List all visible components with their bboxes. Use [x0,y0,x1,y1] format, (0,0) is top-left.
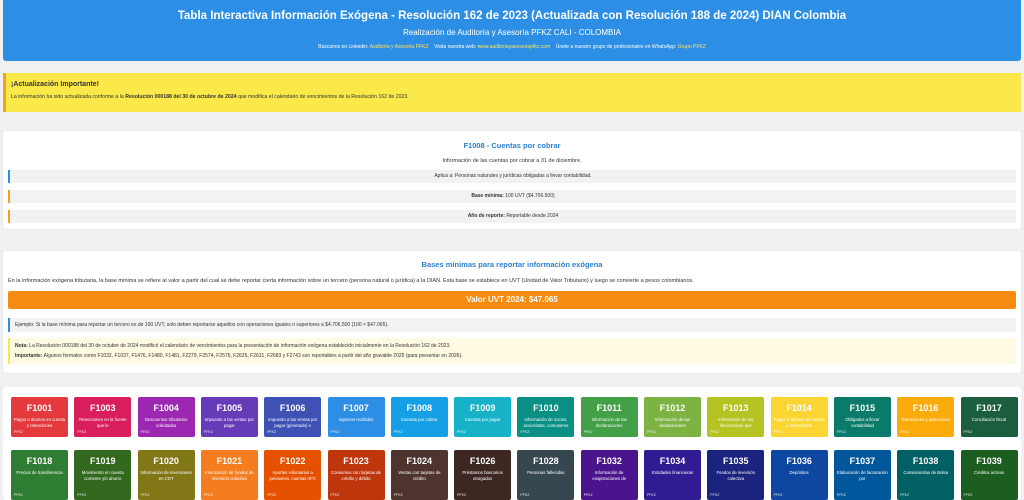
tile-tag: PFKZ [900,493,910,497]
note-label: Nota: [15,343,28,349]
tile-description: Comisionistas de Bolsa [903,470,949,475]
tile-description: Información de inversiones en CDT [140,470,192,481]
important-line [15,351,1011,361]
tile-description: Elaboración de facturación por [836,470,888,481]
tile-description: Cuentas por pagar [464,417,501,422]
linkedin-link[interactable]: Auditoría y Asesoría PFKZ [369,44,429,50]
whatsapp-link[interactable]: Grupo PFKZ [677,44,706,50]
tile-description: Información de los fideicomisos que [718,417,754,428]
tile-tag: PFKZ [900,430,910,434]
tile-tag: PFKZ [836,430,846,434]
tile-tag: PFKZ [330,430,340,434]
format-year-label: Año de reporte: [467,213,505,219]
tile-tag: PFKZ [457,493,467,497]
web-prefix: Visita nuestra web: [434,44,477,50]
tile-description: Movimiento en cuenta corriente y/o ahorro [81,470,124,481]
tile-code: F1032 [596,456,622,466]
important-text: Algunos formatos como F1032, F1037, F1476, F1480, F1481, F2279, F2574, F2575, F2625, F2631, F2683 y F2743 son reportables a partir del año gravable 2025 (para presentar en 2026). [43,353,463,359]
tile-description: Impuesto a las ventas por pagar [204,417,254,428]
tile-description: Obligados a llevar contabilidad [845,417,880,428]
tile-code: F1036 [786,456,812,466]
tile-code: F1015 [849,403,876,413]
format-tile[interactable] [771,397,828,437]
format-year-value: Reportable desde 2024 [506,213,559,219]
format-tile[interactable] [707,450,764,500]
tile-code: F1011 [596,403,622,413]
format-tile[interactable] [328,450,385,500]
format-year [8,210,1016,223]
tile-tag: PFKZ [267,493,277,497]
format-tile[interactable] [11,450,68,500]
tile-description: Fondos de inversión colectiva [716,470,756,481]
tile-tag: PFKZ [267,430,277,434]
tile-tag: PFKZ [520,493,530,497]
format-base-label: Base mínima: [471,193,504,199]
bases-intro: En la información exógena tributaria, la base mínima se refiere al valor a partir del cual se debe reportar cierta información sobre un tercero (persona natural o jurídica) a la DIAN. Esta base se establece en UVT (Unidad de Valor Tributario) y luego se convierte a pesos colombianos. [8,278,694,284]
tile-tag: PFKZ [140,430,150,434]
tile-description: Retenciones en la fuente que le [79,417,127,428]
tile-tag: PFKZ [710,493,720,497]
tile-tag: PFKZ [963,493,973,497]
tile-code: F1004 [153,403,179,413]
alert-text-bold: Resolución 000188 del 30 de octubre de 2024 [125,94,237,100]
important-label: Importante: [15,353,43,359]
format-tile[interactable] [391,450,448,500]
tile-description: Cuentas por cobrar [400,417,438,422]
tile-tag: PFKZ [77,493,87,497]
bases-title: Bases mínimas para reportar información exógena [421,260,603,269]
tile-code: F1007 [343,403,369,413]
alert-text-after: que modifica el calendario de vencimientos de la Resolución 162 de 2023. [237,94,409,100]
social-links [3,44,1021,50]
tile-tag: PFKZ [457,430,467,434]
linkedin-prefix: Búscanos en Linkedin: [318,44,369,50]
tile-tag: PFKZ [520,430,530,434]
format-tile[interactable] [581,450,638,500]
tile-tag: PFKZ [203,430,213,434]
alert-text-before: La información ha sido actualizada conforme a la [11,94,124,100]
tile-tag: PFKZ [710,430,720,434]
tile-tag: PFKZ [583,493,593,497]
format-tile[interactable] [201,450,258,500]
format-tile[interactable] [644,397,701,437]
tile-description: Consumos con tarjetas de crédito y débito [331,470,381,481]
tile-description: Créditos activos [973,470,1005,475]
format-description: Información de las cuentas por cobrar a 31 de diciembre. [442,158,582,164]
format-tile[interactable] [201,397,258,437]
format-tile[interactable] [391,397,448,437]
tile-tag: PFKZ [773,430,783,434]
tile-description: Entidades financieras [651,470,694,475]
format-base [8,190,1016,203]
tile-description: Pagos o abonos en cuenta y retenciones [773,417,825,428]
tile-description: Información de enajenaciones de [592,470,627,481]
tile-tag: PFKZ [647,493,656,497]
tile-description: Información de las declaraciones [591,417,627,428]
format-tile[interactable] [517,450,574,500]
format-tile[interactable] [454,397,511,437]
tile-tag: PFKZ [393,430,403,434]
format-tile[interactable] [454,450,511,500]
tile-tag: PFKZ [14,493,23,497]
tile-code: F1009 [469,403,496,413]
format-base-value: 100 UVT ($4.706.500) [505,193,555,199]
tile-code: F1023 [343,456,369,466]
format-tile[interactable] [834,397,891,437]
tile-tag: PFKZ [583,430,593,434]
tile-description: Aportes voluntarios a pensiones, cuentas AFC [269,470,316,481]
tile-description: Ingresos recibidos [338,417,374,422]
tile-code: F1006 [279,403,306,413]
format-tiles-grid [3,387,1021,500]
tile-code: F1016 [912,403,939,413]
tile-code: F1034 [659,456,686,466]
tile-description: Personas fallecidas [527,470,565,475]
format-tile[interactable] [897,397,954,437]
tile-tag: PFKZ [393,493,403,497]
tile-tag: PFKZ [77,430,87,434]
web-link[interactable]: www.auditoriayasesoriapfkz.com [477,44,551,50]
format-tile[interactable] [644,450,701,500]
tile-code: F1014 [786,403,812,413]
format-tile[interactable] [328,397,385,437]
tile-description: Conciliación fiscal [971,417,1007,422]
tile-tag: PFKZ [203,493,213,497]
format-tile[interactable] [74,397,131,437]
tile-description: Precios de transferencia [16,470,63,475]
tile-code: F1001 [26,403,53,413]
tile-description: Depósitos [789,470,809,475]
tile-code: F1020 [153,456,179,466]
uvt-banner: Valor UVT 2024: $47.065 [8,291,1016,309]
format-tile[interactable] [138,450,195,500]
format-applies: Aplica a: Personas naturales y jurídicas obligadas a llevar contabilidad. [8,170,1016,183]
tile-code: F1024 [406,456,433,466]
tile-description: Información de socios, accionistas, comuneros [523,417,569,428]
bases-example: Ejemplo: Si la base mínima para reportar un tercero es de 100 UVT, solo deben reportarse aquellos con operaciones iguales o superiores a $4.706.500 (100 × $47.065). [8,318,1016,332]
tile-tag: PFKZ [14,430,23,434]
bases-card [3,251,1021,373]
format-tile[interactable] [264,397,321,437]
format-detail-card [3,131,1021,229]
tile-code: F1039 [976,456,1002,466]
format-tile[interactable] [834,450,891,500]
tile-code: F1028 [533,456,559,466]
tile-tag: PFKZ [773,493,783,497]
format-tile[interactable] [961,397,1018,437]
tile-description: Donaciones y patrocinios [901,417,950,422]
tile-code: F1022 [279,456,306,466]
page-title: Tabla Interactiva Información Exógena - Resolución 162 de 2023 (Actualizada con Resolución 188 de 2024) DIAN Colombia [177,10,847,22]
format-tile[interactable] [517,397,574,437]
format-tile[interactable] [74,450,131,500]
page-subtitle: Realización de Auditoría y Asesoría PFKZ CALI - COLOMBIA [403,28,621,37]
format-tile[interactable] [138,397,195,437]
tile-code: F1038 [912,456,939,466]
tile-code: F1035 [723,456,749,466]
tile-description: Información de las declaraciones [654,417,691,428]
format-tile[interactable] [581,397,638,437]
update-alert [3,73,1021,112]
tile-description: Pagos o abonos en cuenta y retenciones [13,417,66,428]
format-tile[interactable] [961,450,1018,500]
tile-code: F1019 [90,456,116,466]
tile-code: F1013 [723,403,749,413]
alert-text [11,94,1016,100]
tile-description: Préstamos bancarios otorgados [462,470,503,481]
tile-code: F1026 [469,456,496,466]
format-tile[interactable] [897,450,954,500]
tile-code: F1037 [849,456,876,466]
tile-code: F1008 [406,403,433,413]
tile-tag: PFKZ [647,430,656,434]
tile-tag: PFKZ [330,493,340,497]
tile-code: F1005 [216,403,243,413]
format-tile[interactable] [771,450,828,500]
format-tile[interactable] [11,397,68,437]
tile-code: F1012 [659,403,686,413]
tile-description: Ventas con tarjetas de crédito [398,470,441,481]
tile-code: F1021 [216,456,243,466]
tile-code: F1017 [976,403,1002,413]
tile-code: F1010 [533,403,559,413]
format-tile[interactable] [264,450,321,500]
tile-description: Descuentos tributarios solicitados [144,417,188,428]
tile-description: Impuesto a las ventas por pagar (generado) e [268,417,318,428]
alert-title: ¡Actualización Importante! [11,81,99,88]
tile-tag: PFKZ [140,493,150,497]
tile-code: F1003 [90,403,116,413]
page-header [3,0,1021,61]
note-line [15,341,1011,351]
bases-notes [8,338,1016,364]
tile-tag: PFKZ [963,430,973,434]
whatsapp-prefix: Únete a nuestro grupo de profesionales en WhatsApp: [555,44,677,50]
format-tile[interactable] [707,397,764,437]
tile-description: Información de fondos de inversión colectiva [205,470,254,481]
format-title: F1008 - Cuentas por cobrar [463,141,561,150]
tile-code: F1018 [26,456,53,466]
tile-tag: PFKZ [836,493,846,497]
note-text: La Resolución 000188 del 30 de octubre de 2024 modificó el calendario de vencimientos para la presentación de información exógena establecido inicialmente en la Resolución 162 de 2023. [29,343,451,349]
